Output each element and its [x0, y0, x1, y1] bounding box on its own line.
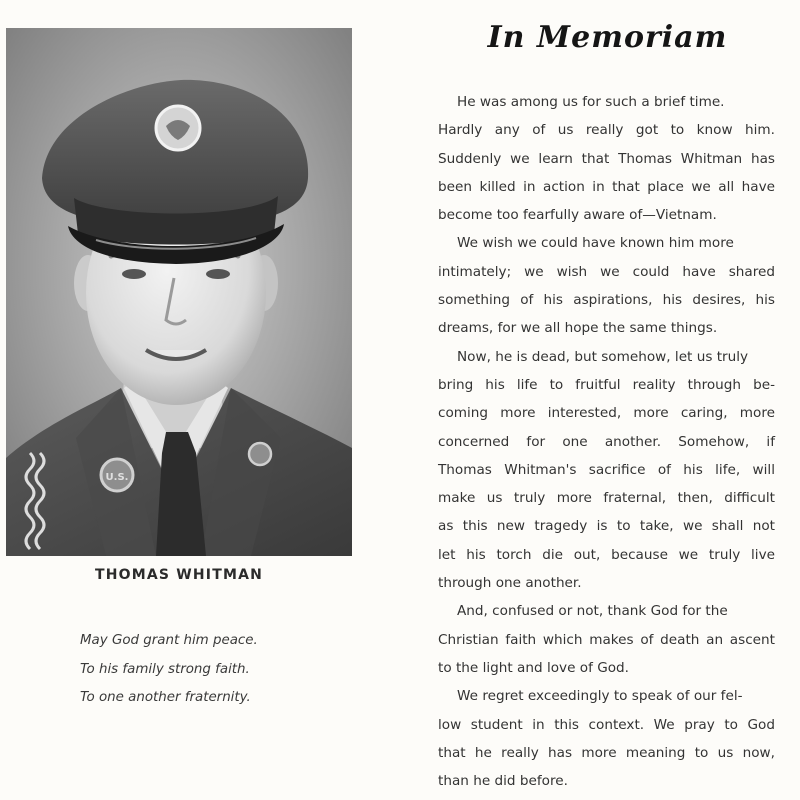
deceased-name: THOMAS WHITMAN — [94, 567, 264, 583]
memorial-text — [438, 88, 775, 795]
body-line: Christian faith which makes of death an ascent — [438, 631, 775, 648]
verse-line: To one another fraternity. — [80, 690, 251, 705]
body-line: He was among us for such a brief time. — [457, 94, 725, 110]
body-line: to the light and love of God. — [438, 659, 629, 676]
body-line: been killed in action in that place we all have — [438, 178, 775, 195]
body-line: Thomas Whitman's sacrifice of his life, will — [438, 461, 775, 478]
body-line: Suddenly we learn that Thomas Whitman has — [438, 150, 775, 167]
body-line: coming more interested, more caring, more — [438, 405, 775, 422]
body-line: let his torch die out, because we truly live — [438, 546, 775, 563]
body-line: Hardly any of us really got to know him. — [438, 122, 775, 139]
body-line: something of his aspirations, his desires, his — [438, 292, 775, 309]
body-line: become too fearfully aware of—Vietnam. — [438, 207, 717, 224]
body-line: bring his life to fruitful reality through be- — [438, 376, 775, 393]
memorial-verse — [80, 627, 350, 713]
portrait-photo — [6, 28, 352, 556]
body-line: We wish we could have known him more — [457, 235, 734, 252]
body-line: make us truly more fraternal, then, difficult — [438, 490, 775, 507]
body-line: that he really has more meaning to us now, — [438, 744, 775, 761]
body-line: dreams, for we all hope the same things. — [438, 320, 718, 337]
collar-disc-letters: U.S. — [105, 472, 129, 483]
body-line: intimately; we wish we could have shared — [438, 263, 775, 280]
verse-line: May God grant him peace. — [80, 633, 258, 648]
body-line: concerned for one another. Somehow, if — [438, 433, 775, 450]
page-title: In Memoriam — [487, 20, 728, 55]
body-line: through one another. — [438, 575, 582, 592]
body-line: low student in this context. We pray to God — [438, 716, 775, 733]
body-line: than he did before. — [438, 773, 568, 790]
body-line: We regret exceedingly to speak of our fel- — [457, 688, 743, 705]
body-line: as this new tragedy is to take, we shall not — [438, 518, 775, 535]
body-line: And, confused or not, thank God for the — [457, 603, 728, 620]
soldier-portrait-image — [6, 28, 352, 556]
body-line: Now, he is dead, but somehow, let us truly — [457, 348, 749, 365]
verse-line: To his family strong faith. — [80, 661, 250, 677]
